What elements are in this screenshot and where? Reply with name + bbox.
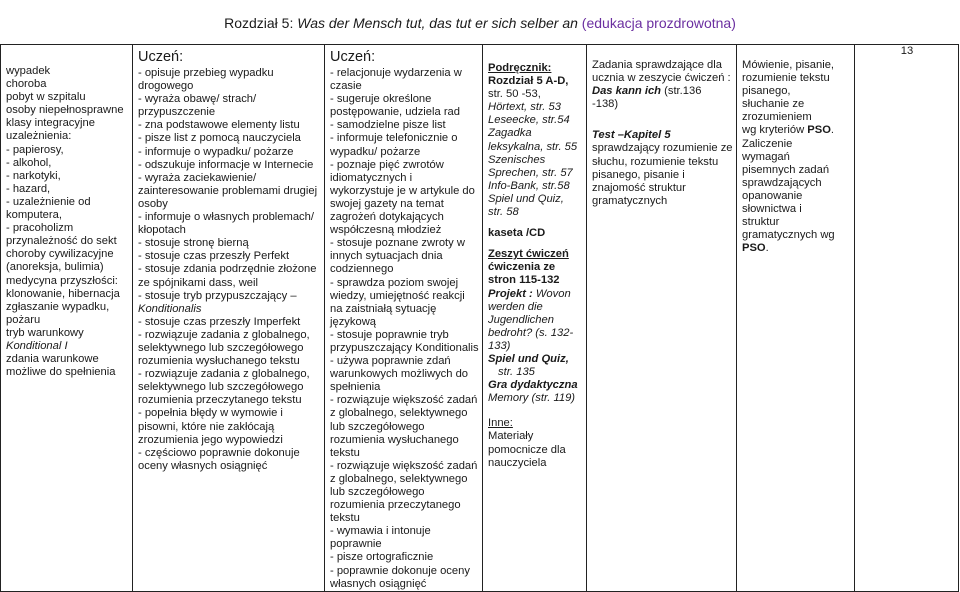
workbook-exercises: ćwiczenia ze — [488, 261, 556, 274]
text-line: Mówienie, pisanie, — [742, 59, 835, 71]
text-line: - narkotyki, — [6, 169, 61, 182]
text-line: wypadek — [6, 65, 51, 77]
text-line: komputera, — [6, 209, 62, 222]
assessment-tools-content — [592, 59, 732, 208]
text-line: z globalnego, selektywnego — [330, 407, 468, 420]
text-line: - używa poprawnie zdań — [330, 355, 451, 368]
extended-requirements-cell — [325, 45, 483, 592]
project-label: Projekt : — [488, 287, 533, 300]
text-line: pisanego, — [742, 85, 791, 98]
text-line: - popełnia błędy w wymowie i — [138, 407, 283, 420]
textbook-label: Podręcznik: — [488, 62, 552, 74]
text-line: - samodzielne pisze list — [330, 119, 446, 132]
text-line: drogowego — [138, 80, 194, 93]
chapter-title — [0, 15, 960, 31]
text-line: wykorzystuje je w artykule do — [330, 184, 475, 197]
materials-cell — [483, 45, 587, 592]
text-line: - poznaje pięć zwrotów — [330, 158, 444, 171]
text-line: - zna podstawowe elementy listu — [138, 119, 300, 132]
criteria-text: wg kryteriów — [742, 124, 808, 137]
text-line: rozumienia przeczytanego — [330, 499, 461, 512]
text-line: - informuje telefonicznie o — [330, 132, 458, 145]
text-line: pisowni, które nie zakłócają — [138, 420, 275, 433]
text-line: - rozwiązuje większość zadań — [330, 459, 478, 472]
extended-requirements-list — [330, 67, 478, 591]
text-line: zagrożeń dotykających — [330, 211, 444, 224]
chapter-german-title: Was der Mensch tut, das tut er sich selber an — [297, 15, 578, 31]
workbook-pages: stron 115-132 — [488, 274, 560, 287]
text-line: - stosuje czas przeszły Perfekt — [138, 250, 290, 263]
leksykalna-ref: leksykalna, str. 55 — [488, 140, 578, 153]
page-number-cell — [855, 45, 959, 592]
text-line: sprawdzający rozumienie ze — [592, 142, 733, 155]
text-line: klasy integracyjne — [6, 117, 95, 130]
infobank-ref: Info-Bank, str.58 — [488, 179, 570, 192]
chapter-ref: Rozdział 5 A-D, — [488, 75, 569, 88]
text-line: - wyraża zaciekawienie/ — [138, 171, 257, 184]
text-line: Zaliczenie — [742, 137, 793, 150]
text-line: własnych osiągnięć — [330, 577, 427, 590]
text-line: - stosuje poprawnie tryb — [330, 328, 449, 341]
text-line: - wymawia i intonuje — [330, 525, 431, 538]
text-line: opanowanie — [742, 189, 803, 202]
text-line: - papierosy, — [6, 143, 64, 156]
basic-requirements-list — [138, 67, 320, 473]
text-line: poprawnie — [330, 538, 382, 551]
text-line: przypuszczenie — [138, 106, 216, 119]
text-line: oceny własnych osiągnięć — [138, 459, 268, 472]
text-line: pobyt w szpitalu — [6, 91, 86, 104]
text-line: zdania warunkowe — [6, 353, 99, 366]
text-line: kłopotach — [138, 224, 186, 237]
curriculum-table — [0, 44, 959, 592]
text-line: pisanego, pisanie i — [592, 168, 685, 181]
teacher-line: nauczyciela — [488, 456, 547, 469]
spiel-quiz-pages: str. 58 — [488, 206, 519, 219]
text-line: słuchanie ze — [742, 98, 805, 111]
text-line: zrozumienia jego wypowiedzi — [138, 433, 283, 446]
text-line: - odszukuje informacje w Internecie — [138, 158, 314, 171]
text-line: - częściowo poprawnie dokonuje — [138, 446, 300, 459]
extended-requirements-header: Uczeń: — [330, 49, 376, 65]
pso-label: PSO — [807, 124, 831, 137]
text-line: lub szczegółowego — [330, 420, 425, 433]
text-line: postępowanie, udziela rad — [330, 106, 460, 119]
text-line: struktur — [742, 216, 780, 229]
topics-list — [6, 65, 128, 379]
text-line: innych sytuacjach dnia — [330, 250, 443, 263]
text-line: słuchu, rozumienie tekstu — [592, 155, 719, 168]
text-line: - stosuje poznane zwroty w — [330, 237, 465, 250]
zagadka-ref: Zagadka — [488, 127, 532, 140]
test-description — [592, 142, 732, 207]
text-line: - wyraża obawę/ strach/ — [138, 93, 257, 106]
text-line: tryb warunkowy — [6, 326, 84, 339]
text-line: choroba — [6, 78, 47, 91]
text-line: czasie — [330, 80, 362, 93]
basic-requirements-cell — [133, 45, 325, 592]
workbook-label: Zeszyt ćwiczeń — [488, 248, 569, 261]
das-kann-ich-pages: (str.136 — [661, 85, 702, 98]
text-line: wiedzy, umiejętność reakcji — [330, 289, 465, 302]
project-title-2: werden die — [488, 300, 543, 313]
text-line: (anoreksja, bulimia) — [6, 261, 104, 274]
check-tasks-line-2: ucznia w zeszycie ćwiczeń : — [592, 72, 731, 85]
sprechen-ref: Sprechen, str. 57 — [488, 166, 573, 179]
das-kann-ich: Das kann ich — [592, 85, 662, 98]
project-title-5: 133) — [488, 339, 511, 352]
text-line: współczesną młodzież — [330, 224, 442, 237]
text-line: pisemnych zadań — [742, 163, 830, 176]
memory-game: Memory (str. 119) — [488, 392, 576, 405]
text-line: - opisuje przebieg wypadku — [138, 67, 274, 79]
materials-content — [488, 62, 582, 470]
text-line: - informuje o wypadku/ pożarze — [138, 145, 294, 158]
text-line: klonowanie, hibernacja — [6, 287, 120, 300]
text-line: - stosuje zdania podrzędnie złożone — [138, 263, 317, 276]
text-line: - stosuje tryb przypuszczający – — [138, 289, 297, 302]
text-line: spełnienia — [330, 381, 381, 394]
assessment-tools-cell — [587, 45, 737, 592]
text-line: swojej gazety na temat — [330, 197, 444, 210]
check-tasks-line-1: Zadania sprawdzające dla — [592, 59, 722, 71]
text-line: rozumienie tekstu — [742, 72, 830, 85]
chapter-test: Test –Kapitel 5 — [592, 129, 671, 142]
pso-label-2: PSO — [742, 242, 766, 255]
project-title-start: Wovon — [532, 287, 571, 300]
text-line: gramatycznych — [592, 194, 668, 207]
text-line: wypadku/ pożarze — [330, 145, 421, 158]
text-line: Konditional I — [6, 339, 68, 352]
text-line: - hazard, — [6, 182, 51, 195]
basic-requirements-header: Uczeń: — [138, 49, 184, 65]
text-line: - pracoholizm — [6, 222, 74, 235]
text-line: ze spójnikami dass, weil — [138, 276, 259, 289]
text-line: znajomość struktur — [592, 181, 686, 194]
text-line: - informuje o własnych problemach/ — [138, 211, 314, 224]
text-line: - rozwiązuje zadania z globalnego, — [138, 328, 310, 341]
chapter-edu-note: (edukacja prozdrowotna) — [577, 15, 736, 31]
text-line: Konditionalis — [138, 302, 202, 315]
text-line: możliwe do spełnienia — [6, 366, 116, 379]
text-line: przypuszczający Konditionalis — [330, 341, 479, 354]
text-line: rozumienia wysłuchanego tekstu — [138, 355, 300, 368]
text-line: - pisze ortograficznie — [330, 551, 434, 564]
project-title-4: bedroht? (s. 132- — [488, 326, 574, 339]
assessment-criteria-content: Mówienie, pisanie, rozumienie tekstu pisanego, słuchanie ze zrozumieniem wg kryteriów PSO. Zaliczenie wymagań pisemnych zadań sprawdzających opanowanie słownictwa i struktur gramatycznych wg PSO. — [742, 59, 850, 255]
das-kann-ich-pages-end: -138) — [592, 98, 619, 111]
auxiliary-line: pomocnicze dla — [488, 443, 566, 456]
text-line: tekstu — [330, 512, 360, 525]
text-line: uzależnienia: — [6, 130, 72, 143]
text-line: zrozumieniem — [742, 111, 812, 124]
text-line: z globalnego, selektywnego — [330, 472, 468, 485]
text-line: językową — [330, 315, 377, 328]
spiel-quiz-2: Spiel und Quiz, — [488, 352, 569, 365]
text-line: selektywnego lub szczegółowego — [138, 381, 304, 394]
materials-line: Materiały — [488, 430, 534, 443]
text-line: pożaru — [6, 313, 41, 326]
text-line: osoby — [138, 197, 168, 210]
other-label: Inne: — [488, 417, 513, 430]
pages-ref: str. 50 -53, — [488, 88, 541, 101]
text-line: tekstu — [330, 446, 360, 459]
assessment-criteria-cell — [737, 45, 855, 592]
szenisches-ref: Szenisches — [488, 153, 546, 166]
text-line: idiomatycznych i — [330, 171, 413, 184]
text-line: choroby cywilizacyjne — [6, 248, 114, 261]
text-line: selektywnego lub szczegółowego — [138, 341, 304, 354]
page-number: 13 — [900, 45, 914, 57]
text-line: - poprawnie dokonuje oceny — [330, 564, 470, 577]
spiel-quiz-ref: Spiel und Quiz, — [488, 192, 564, 205]
leseecke-ref: Leseecke, str.54 — [488, 114, 570, 127]
text-line: - uzależnienie od — [6, 195, 91, 208]
cassette-cd: kaseta /CD — [488, 227, 546, 240]
text-line: zgłaszanie wypadku, — [6, 300, 110, 313]
text-line: rozumienia wysłuchanego — [330, 433, 459, 446]
text-line: - rozwiązuje zadania z globalnego, — [138, 368, 310, 381]
text-line: codziennego — [330, 263, 394, 276]
text-line: rozumienia przeczytanego tekstu — [138, 394, 302, 407]
didactic-game: Gra dydaktyczna — [488, 379, 578, 392]
text-line: - sprawdza poziom swojej — [330, 276, 459, 289]
text-line: medycyna przyszłości: — [6, 274, 118, 287]
text-line: - pisze list z pomocą nauczyciela — [138, 132, 301, 145]
chapter-prefix: Rozdział 5: — [224, 15, 298, 31]
text-line: - stosuje czas przeszły Imperfekt — [138, 315, 301, 328]
text-line: zainteresowanie problemami drugiej — [138, 184, 318, 197]
text-line: - stosuje stronę bierną — [138, 237, 249, 250]
text-line: - sugeruje określone — [330, 93, 432, 106]
text-line: lub szczegółowego — [330, 486, 425, 498]
text-line: na zaistniałą sytuację — [330, 302, 437, 315]
text-line: warunkowych możliwych do — [330, 368, 469, 381]
text-line: sprawdzających — [742, 176, 822, 189]
text-line: - relacjonuje wydarzenia w — [330, 67, 462, 79]
text-line: słownictwa i — [742, 203, 802, 216]
project-title-3: Jugendlichen — [488, 313, 554, 326]
hortext-ref: Hörtext, str. 53 — [488, 101, 561, 114]
text-line: - rozwiązuje większość zadań — [330, 394, 478, 407]
text-line: przynależność do sekt — [6, 235, 117, 248]
text-line: osoby niepełnosprawne — [6, 104, 124, 117]
text-line: gramatycznych wg — [742, 229, 835, 242]
spiel-quiz-2-pages: str. 135 — [498, 366, 535, 379]
topics-cell — [1, 45, 133, 592]
text-line: - alkohol, — [6, 156, 52, 169]
text-line: wymagań — [742, 150, 790, 163]
